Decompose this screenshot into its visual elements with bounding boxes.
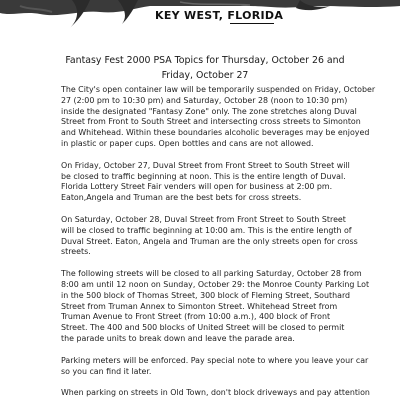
- text-line: in plastic or paper cups. Open bottles and cans are not allowed.: [61, 138, 314, 148]
- text-line: and Whitehead. Within these boundaries alcoholic beverages may be enjoyed: [61, 128, 370, 138]
- text-line: Eaton,Angela and Truman are the best bets for cross streets.: [61, 193, 302, 203]
- text-line: be closed to traffic beginning at noon. This is the entire length of Duval.: [61, 171, 346, 181]
- text-line: Truman Avenue to Front Street (from 10:00 a.m.), 400 block of Front: [61, 312, 331, 322]
- text-line: in the 500 block of Thomas Street, 300 block of Fleming Street, Southard: [61, 290, 351, 300]
- text-line: Florida Lottery Street Fair venders will open for business at 2:00 pm.: [61, 182, 333, 192]
- location-underline: [230, 23, 274, 24]
- text-line: Street from Front to South Street and intersecting cross streets to Simonton: [61, 117, 361, 127]
- title-line: Fantasy Fest 2000 PSA Topics for Thursday, October 26 and: [65, 55, 345, 66]
- paragraph-open-container: [61, 85, 376, 150]
- text-line: Duval Street. Eaton, Angela and Truman are the only streets open for cross: [61, 236, 358, 246]
- paragraph-friday-closure: [61, 161, 373, 204]
- text-line: Street from Truman Annex to Simonton Street. Whitehead Street from: [61, 301, 338, 311]
- text-line: On Friday, October 27, Duval Street from Front Street to South Street will: [61, 160, 350, 170]
- text-line: inside the designated "Fantasy Zone" only. The zone stretches along Duval: [61, 106, 357, 116]
- text-line: will be closed to traffic beginning at 10:00 am. This is the entire length of: [61, 225, 352, 235]
- text-line: Parking meters will be enforced. Pay special note to where you leave your car: [61, 355, 369, 365]
- text-line: the parade units to break down and leave the parade area.: [61, 333, 295, 343]
- letterhead: [0, 0, 400, 34]
- title-line: Friday, October 27: [161, 70, 249, 81]
- text-line: 27 (2:00 pm to 10:30 pm) and Saturday, October 28 (noon to 10:30 pm): [61, 95, 348, 105]
- paragraph-saturday-closure: [61, 215, 373, 258]
- text-line: The following streets will be closed to all parking Saturday, October 28 from: [61, 269, 362, 279]
- paragraph-parking-closures: [61, 269, 373, 345]
- paragraph-parking-meters: [61, 356, 373, 378]
- document-title: [40, 53, 370, 83]
- document-body: [61, 85, 376, 400]
- text-line: streets.: [61, 247, 91, 257]
- letterhead-location: KEY WEST, FLORIDA: [155, 9, 284, 22]
- text-line: Street. The 400 and 500 blocks of United Street will be closed to permit: [61, 323, 345, 333]
- text-line: 8:00 am until 12 noon on Sunday, October 29: the Monroe County Parking Lot: [61, 279, 370, 289]
- text-line: so you can find it later.: [61, 366, 152, 376]
- text-line: The City's open container law will be temporarily suspended on Friday, October: [61, 85, 376, 94]
- paragraph-old-town-parking: [61, 388, 373, 399]
- text-line: On Saturday, October 28, Duval Street from Front Street to South Street: [61, 214, 346, 224]
- text-line: When parking on streets in Old Town, don't block driveways and pay attention: [61, 388, 370, 398]
